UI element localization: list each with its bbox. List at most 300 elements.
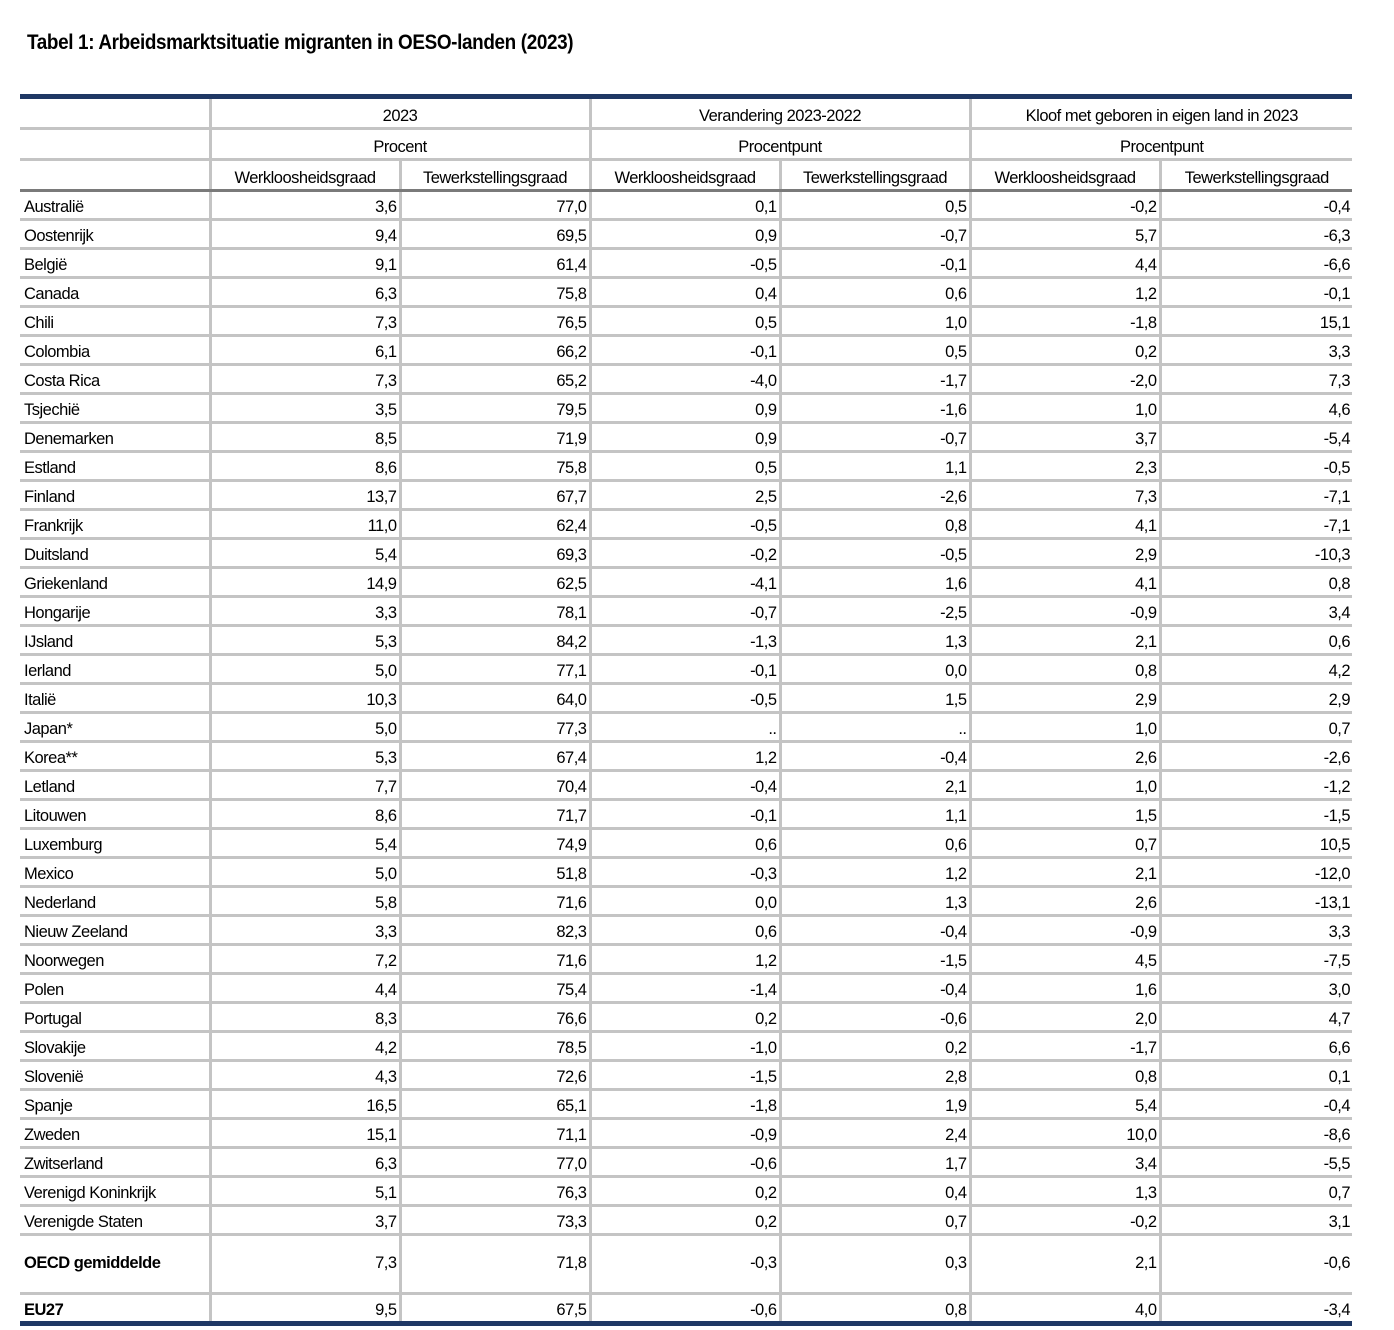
value-cell: -0,9 — [970, 916, 1160, 945]
table-row — [20, 713, 1352, 742]
group-header-change: Verandering 2023-2022 — [590, 97, 970, 129]
value-cell: 82,3 — [400, 916, 590, 945]
country-cell: Frankrijk — [20, 510, 210, 539]
value-cell: -0,7 — [780, 220, 970, 249]
value-cell: -0,1 — [1160, 278, 1352, 307]
value-cell: 0,8 — [780, 1294, 970, 1324]
value-cell: 0,4 — [780, 1177, 970, 1206]
value-cell: 1,3 — [780, 626, 970, 655]
country-cell: Chili — [20, 307, 210, 336]
table-row — [20, 365, 1352, 394]
country-cell: Mexico — [20, 858, 210, 887]
column-header: Tewerkstellingsgraad — [1160, 160, 1352, 191]
value-cell: 4,6 — [1160, 394, 1352, 423]
value-cell: -0,5 — [590, 510, 780, 539]
value-cell: -2,0 — [970, 365, 1160, 394]
value-cell: 71,8 — [400, 1235, 590, 1294]
value-cell: 2,5 — [590, 481, 780, 510]
column-header: Tewerkstellingsgraad — [780, 160, 970, 191]
value-cell: 79,5 — [400, 394, 590, 423]
country-cell: Nederland — [20, 887, 210, 916]
value-cell: 4,4 — [210, 974, 400, 1003]
value-cell: 4,3 — [210, 1061, 400, 1090]
value-cell: 76,3 — [400, 1177, 590, 1206]
country-cell: Verenigde Staten — [24, 1213, 143, 1231]
table-row — [20, 1206, 1352, 1235]
value-cell: -6,3 — [1160, 220, 1352, 249]
table-header — [20, 97, 1352, 191]
value-cell: -4,1 — [590, 568, 780, 597]
value-cell: 4,4 — [970, 249, 1160, 278]
value-cell: 3,7 — [970, 423, 1160, 452]
value-cell: -1,5 — [590, 1061, 780, 1090]
value-cell: 1,2 — [780, 858, 970, 887]
country-cell: Letland — [20, 771, 210, 800]
value-cell: 3,4 — [970, 1148, 1160, 1177]
country-cell: Zweden — [20, 1119, 210, 1148]
value-cell: 0,8 — [780, 510, 970, 539]
value-cell: -10,3 — [1160, 539, 1352, 568]
header-units-row — [20, 129, 1352, 160]
country-cell: EU27 — [20, 1294, 210, 1324]
value-cell: 8,6 — [210, 800, 400, 829]
table-row — [20, 1061, 1352, 1090]
value-cell: 1,5 — [970, 800, 1160, 829]
value-cell: 77,1 — [400, 655, 590, 684]
value-cell: 0,2 — [590, 1206, 780, 1235]
table-row — [20, 1032, 1352, 1061]
value-cell: 7,3 — [210, 307, 400, 336]
value-cell: 3,7 — [210, 1206, 400, 1235]
value-cell: -6,6 — [1160, 249, 1352, 278]
value-cell: 0,7 — [1160, 713, 1352, 742]
table-title: Tabel 1: Arbeidsmarktsituatie migranten in OESO-landen (2023) — [27, 31, 574, 54]
table-row — [20, 307, 1352, 336]
value-cell: -0,7 — [590, 597, 780, 626]
value-cell: 15,1 — [1160, 307, 1352, 336]
value-cell: 1,5 — [780, 684, 970, 713]
value-cell: 0,2 — [590, 1003, 780, 1032]
table-row — [20, 655, 1352, 684]
value-cell: 0,1 — [1160, 1061, 1352, 1090]
table-row — [20, 1119, 1352, 1148]
value-cell: -0,6 — [780, 1003, 970, 1032]
value-cell: 0,6 — [780, 278, 970, 307]
column-header: Werkloosheidsgraad — [970, 160, 1160, 191]
value-cell: -0,7 — [780, 423, 970, 452]
value-cell: 1,9 — [780, 1090, 970, 1119]
value-cell: 2,3 — [970, 452, 1160, 481]
table-row — [20, 1177, 1352, 1206]
unit-header-2023: Procent — [210, 129, 590, 160]
value-cell: -1,7 — [780, 365, 970, 394]
table-row — [20, 974, 1352, 1003]
value-cell: 2,1 — [970, 626, 1160, 655]
table-row — [20, 858, 1352, 887]
value-cell: 2,1 — [970, 1235, 1160, 1294]
value-cell: -0,5 — [590, 249, 780, 278]
country-cell: Nieuw Zeeland — [20, 916, 210, 945]
country-cell: België — [20, 249, 210, 278]
value-cell: 2,0 — [970, 1003, 1160, 1032]
value-cell: 16,5 — [210, 1090, 400, 1119]
value-cell: 0,6 — [590, 829, 780, 858]
labour-market-table — [20, 94, 1352, 1326]
value-cell: 11,0 — [210, 510, 400, 539]
value-cell: 69,5 — [400, 220, 590, 249]
value-cell: -1,2 — [1160, 771, 1352, 800]
value-cell: -1,5 — [1160, 800, 1352, 829]
value-cell: -0,5 — [1160, 452, 1352, 481]
table-row — [20, 597, 1352, 626]
value-cell: -0,1 — [780, 249, 970, 278]
value-cell: 6,1 — [210, 336, 400, 365]
value-cell: 3,3 — [1160, 336, 1352, 365]
value-cell: 4,0 — [970, 1294, 1160, 1324]
value-cell: 75,4 — [400, 974, 590, 1003]
value-cell: 67,7 — [400, 481, 590, 510]
value-cell: 1,3 — [970, 1177, 1160, 1206]
table-row — [20, 1090, 1352, 1119]
value-cell: 0,6 — [1160, 626, 1352, 655]
value-cell: -13,1 — [1160, 887, 1352, 916]
value-cell: -4,0 — [590, 365, 780, 394]
value-cell: -0,1 — [590, 655, 780, 684]
value-cell: 0,9 — [590, 394, 780, 423]
table-row — [20, 1294, 1352, 1324]
value-cell: -7,5 — [1160, 945, 1352, 974]
country-cell: Spanje — [20, 1090, 210, 1119]
table-row — [20, 452, 1352, 481]
value-cell: 0,3 — [780, 1235, 970, 1294]
country-cell: Finland — [20, 481, 210, 510]
value-cell: 5,1 — [210, 1177, 400, 1206]
value-cell: -1,3 — [590, 626, 780, 655]
country-cell: IJsland — [20, 626, 210, 655]
value-cell: -0,4 — [780, 742, 970, 771]
table-row — [20, 1148, 1352, 1177]
value-cell: 5,4 — [210, 829, 400, 858]
value-cell: 2,9 — [970, 684, 1160, 713]
country-cell: Slovakije — [20, 1032, 210, 1061]
value-cell: 0,7 — [970, 829, 1160, 858]
country-cell: Oostenrijk — [20, 220, 210, 249]
value-cell: 3,3 — [1160, 916, 1352, 945]
value-cell: 10,5 — [1160, 829, 1352, 858]
group-header-2023: 2023 — [210, 97, 590, 129]
value-cell: -3,4 — [1160, 1294, 1352, 1324]
country-cell: Verenigd Koninkrijk — [20, 1177, 210, 1206]
value-cell: -1,8 — [590, 1090, 780, 1119]
country-cell: Costa Rica — [20, 365, 210, 394]
value-cell: 13,7 — [210, 481, 400, 510]
table-row — [20, 1235, 1352, 1294]
country-cell: Estland — [20, 452, 210, 481]
value-cell: 73,3 — [400, 1206, 590, 1235]
value-cell: -2,6 — [1160, 742, 1352, 771]
table-body — [20, 191, 1352, 1235]
value-cell: 0,0 — [780, 655, 970, 684]
value-cell: 9,1 — [210, 249, 400, 278]
value-cell: 51,8 — [400, 858, 590, 887]
value-cell: -12,0 — [1160, 858, 1352, 887]
table-row — [20, 742, 1352, 771]
value-cell: 65,1 — [400, 1090, 590, 1119]
table-row — [20, 945, 1352, 974]
value-cell: 3,1 — [1160, 1206, 1352, 1235]
value-cell: -0,1 — [590, 336, 780, 365]
value-cell: 3,4 — [1160, 597, 1352, 626]
value-cell: -0,9 — [590, 1119, 780, 1148]
value-cell: 4,5 — [970, 945, 1160, 974]
country-cell: Slovenië — [20, 1061, 210, 1090]
value-cell: -0,9 — [970, 597, 1160, 626]
value-cell: 75,8 — [400, 278, 590, 307]
value-cell: 7,3 — [1160, 365, 1352, 394]
value-cell: 5,4 — [970, 1090, 1160, 1119]
country-cell: OECD gemiddelde — [20, 1235, 210, 1294]
column-header: Werkloosheidsgraad — [210, 160, 400, 191]
value-cell: 62,5 — [400, 568, 590, 597]
value-cell: 0,0 — [590, 887, 780, 916]
value-cell: 0,5 — [780, 336, 970, 365]
value-cell: 6,3 — [210, 1148, 400, 1177]
value-cell: -1,6 — [780, 394, 970, 423]
value-cell: 67,5 — [400, 1294, 590, 1324]
value-cell: 77,0 — [400, 191, 590, 220]
value-cell: .. — [590, 713, 780, 742]
value-cell: 7,3 — [210, 365, 400, 394]
value-cell: 3,6 — [210, 191, 400, 220]
value-cell: 1,0 — [970, 394, 1160, 423]
value-cell: 71,6 — [400, 887, 590, 916]
value-cell: 3,3 — [210, 916, 400, 945]
value-cell: 76,5 — [400, 307, 590, 336]
unit-header-gap: Procentpunt — [970, 129, 1352, 160]
table-row — [20, 481, 1352, 510]
value-cell: 5,4 — [210, 539, 400, 568]
value-cell: 0,1 — [590, 191, 780, 220]
value-cell: -1,7 — [970, 1032, 1160, 1061]
value-cell: 0,8 — [1160, 568, 1352, 597]
value-cell: -0,2 — [590, 539, 780, 568]
value-cell: -0,2 — [970, 191, 1160, 220]
value-cell: 1,2 — [590, 945, 780, 974]
value-cell: -0,4 — [780, 974, 970, 1003]
table-row — [20, 1003, 1352, 1032]
value-cell: 5,3 — [210, 626, 400, 655]
value-cell: 7,3 — [970, 481, 1160, 510]
country-cell: Litouwen — [20, 800, 210, 829]
value-cell: -0,1 — [590, 800, 780, 829]
value-cell: 9,4 — [210, 220, 400, 249]
country-cell: Ierland — [20, 655, 210, 684]
value-cell: 5,3 — [210, 742, 400, 771]
value-cell: 1,0 — [780, 307, 970, 336]
value-cell: 4,1 — [970, 510, 1160, 539]
value-cell: 71,1 — [400, 1119, 590, 1148]
value-cell: 2,8 — [780, 1061, 970, 1090]
value-cell: -0,6 — [590, 1148, 780, 1177]
value-cell: 7,2 — [210, 945, 400, 974]
country-cell: Colombia — [20, 336, 210, 365]
value-cell: 71,9 — [400, 423, 590, 452]
value-cell: 77,3 — [400, 713, 590, 742]
value-cell: 1,0 — [970, 713, 1160, 742]
table-row — [20, 510, 1352, 539]
table-row — [20, 423, 1352, 452]
value-cell: -0,6 — [590, 1294, 780, 1324]
value-cell: -0,3 — [590, 858, 780, 887]
value-cell: 0,5 — [780, 191, 970, 220]
country-cell: Denemarken — [20, 423, 210, 452]
value-cell: 4,2 — [1160, 655, 1352, 684]
value-cell: 0,9 — [590, 220, 780, 249]
value-cell: -1,8 — [970, 307, 1160, 336]
value-cell: .. — [780, 713, 970, 742]
value-cell: 3,5 — [210, 394, 400, 423]
value-cell: 1,2 — [970, 278, 1160, 307]
value-cell: -1,4 — [590, 974, 780, 1003]
table-row — [20, 539, 1352, 568]
table-row — [20, 916, 1352, 945]
country-cell: Canada — [20, 278, 210, 307]
value-cell: 1,1 — [780, 800, 970, 829]
table-row — [20, 249, 1352, 278]
value-cell: 67,4 — [400, 742, 590, 771]
value-cell: 61,4 — [400, 249, 590, 278]
value-cell: 1,7 — [780, 1148, 970, 1177]
country-cell: Tsjechië — [20, 394, 210, 423]
value-cell: 72,6 — [400, 1061, 590, 1090]
value-cell: 0,7 — [1160, 1177, 1352, 1206]
value-cell: -7,1 — [1160, 510, 1352, 539]
value-cell: 71,7 — [400, 800, 590, 829]
value-cell: -0,3 — [590, 1235, 780, 1294]
value-cell: -0,2 — [970, 1206, 1160, 1235]
value-cell: 8,3 — [210, 1003, 400, 1032]
value-cell: 1,1 — [780, 452, 970, 481]
table-row — [20, 626, 1352, 655]
value-cell: 84,2 — [400, 626, 590, 655]
unit-header-change: Procentpunt — [590, 129, 970, 160]
value-cell: 4,2 — [210, 1032, 400, 1061]
value-cell: 0,7 — [780, 1206, 970, 1235]
value-cell: -7,1 — [1160, 481, 1352, 510]
value-cell: -0,5 — [590, 684, 780, 713]
group-header-gap: Kloof met geboren in eigen land in 2023 — [970, 97, 1352, 129]
country-cell: Hongarije — [20, 597, 210, 626]
value-cell: -0,4 — [780, 916, 970, 945]
country-cell: Noorwegen — [20, 945, 210, 974]
value-cell: 70,4 — [400, 771, 590, 800]
value-cell: 74,9 — [400, 829, 590, 858]
header-blank — [20, 129, 210, 160]
value-cell: -0,4 — [1160, 1090, 1352, 1119]
value-cell: -5,4 — [1160, 423, 1352, 452]
value-cell: 5,0 — [210, 713, 400, 742]
country-cell: Luxemburg — [20, 829, 210, 858]
value-cell: 4,1 — [970, 568, 1160, 597]
table-row — [20, 771, 1352, 800]
value-cell: 77,0 — [400, 1148, 590, 1177]
value-cell: 78,5 — [400, 1032, 590, 1061]
value-cell: -0,4 — [590, 771, 780, 800]
table-summary — [20, 1235, 1352, 1324]
value-cell: 2,6 — [970, 887, 1160, 916]
value-cell: 1,2 — [590, 742, 780, 771]
table-row — [20, 800, 1352, 829]
value-cell: 0,5 — [590, 307, 780, 336]
table-row — [20, 278, 1352, 307]
value-cell: 2,9 — [970, 539, 1160, 568]
value-cell: 69,3 — [400, 539, 590, 568]
country-cell: Polen — [20, 974, 210, 1003]
value-cell: 0,5 — [590, 452, 780, 481]
value-cell: 4,7 — [1160, 1003, 1352, 1032]
value-cell: 66,2 — [400, 336, 590, 365]
table-row — [20, 336, 1352, 365]
country-cell: Zwitserland — [20, 1148, 210, 1177]
table-row — [20, 568, 1352, 597]
value-cell: 65,2 — [400, 365, 590, 394]
value-cell: 0,4 — [590, 278, 780, 307]
value-cell: 10,3 — [210, 684, 400, 713]
table-row — [20, 191, 1352, 220]
value-cell: 0,6 — [780, 829, 970, 858]
value-cell: 0,8 — [970, 1061, 1160, 1090]
value-cell: 10,0 — [970, 1119, 1160, 1148]
country-cell: Italië — [20, 684, 210, 713]
value-cell: 3,0 — [1160, 974, 1352, 1003]
table-row — [20, 684, 1352, 713]
value-cell: 15,1 — [210, 1119, 400, 1148]
country-cell: Portugal — [20, 1003, 210, 1032]
value-cell: -0,6 — [1160, 1235, 1352, 1294]
value-cell: 5,8 — [210, 887, 400, 916]
value-cell: 1,3 — [780, 887, 970, 916]
value-cell: 62,4 — [400, 510, 590, 539]
value-cell: 71,6 — [400, 945, 590, 974]
value-cell: 76,6 — [400, 1003, 590, 1032]
value-cell: 0,2 — [780, 1032, 970, 1061]
value-cell: -8,6 — [1160, 1119, 1352, 1148]
value-cell: 2,6 — [970, 742, 1160, 771]
value-cell: 1,6 — [780, 568, 970, 597]
value-cell: 78,1 — [400, 597, 590, 626]
value-cell: 3,3 — [210, 597, 400, 626]
value-cell: 6,3 — [210, 278, 400, 307]
value-cell: 6,6 — [1160, 1032, 1352, 1061]
value-cell: 0,8 — [970, 655, 1160, 684]
value-cell: 1,0 — [970, 771, 1160, 800]
value-cell: -1,0 — [590, 1032, 780, 1061]
value-cell: -2,5 — [780, 597, 970, 626]
country-cell: Korea** — [20, 742, 210, 771]
value-cell: 2,4 — [780, 1119, 970, 1148]
header-blank — [20, 97, 210, 129]
value-cell: 0,9 — [590, 423, 780, 452]
table-row — [20, 829, 1352, 858]
value-cell: 14,9 — [210, 568, 400, 597]
country-cell: Japan* — [20, 713, 210, 742]
value-cell: 0,2 — [970, 336, 1160, 365]
value-cell: -0,5 — [780, 539, 970, 568]
value-cell: 2,9 — [1160, 684, 1352, 713]
value-cell: -1,5 — [780, 945, 970, 974]
column-header: Werkloosheidsgraad — [590, 160, 780, 191]
value-cell: 2,1 — [970, 858, 1160, 887]
